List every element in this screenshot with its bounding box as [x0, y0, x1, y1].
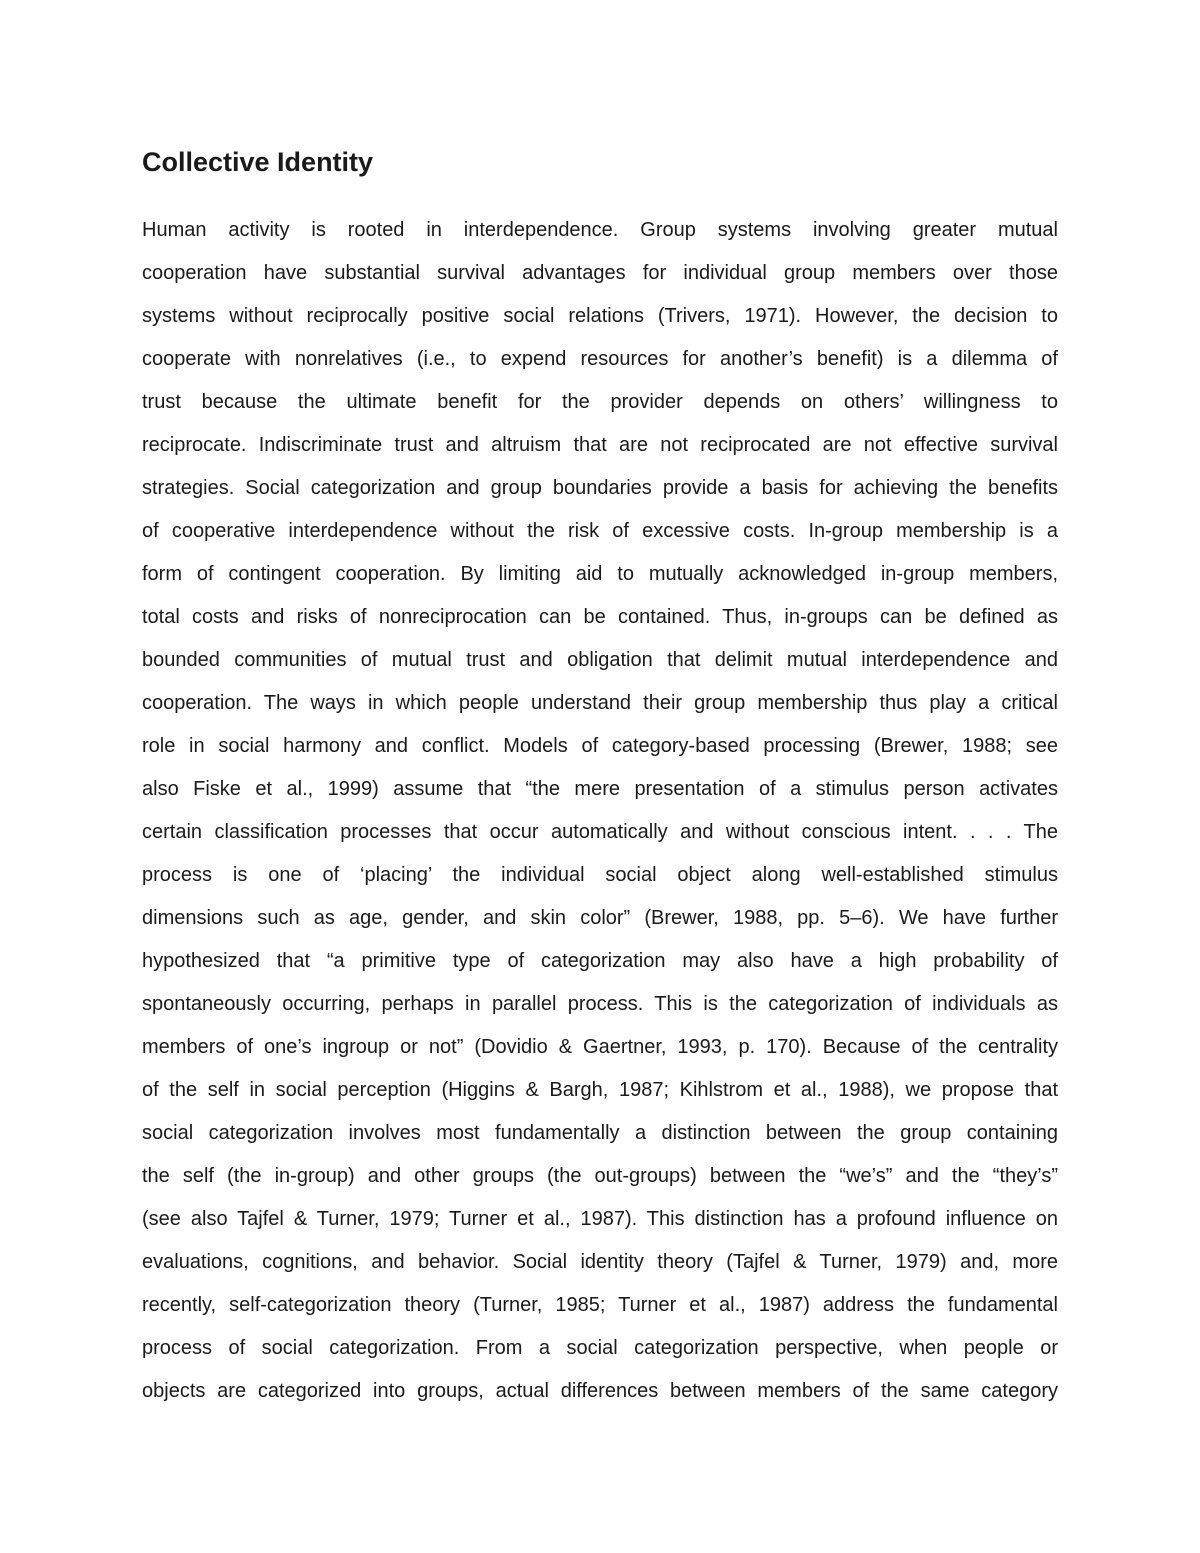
paragraph-line: recently, self-categorization theory (Turner, 1985; Turner et al., 1987) address the fundamental — [142, 1294, 1058, 1316]
paragraph-line: systems without reciprocally positive social relations (Trivers, 1971). However, the decision to — [142, 305, 1058, 327]
paragraph-line: strategies. Social categorization and group boundaries provide a basis for achieving the benefits — [142, 477, 1058, 499]
document-body — [142, 209, 1058, 1413]
paragraph-line: bounded communities of mutual trust and obligation that delimit mutual interdependence and — [142, 649, 1058, 671]
paragraph-line: reciprocate. Indiscriminate trust and altruism that are not reciprocated are not effective survival — [142, 434, 1058, 456]
paragraph-line: cooperation have substantial survival advantages for individual group members over those — [142, 262, 1058, 284]
paragraph-line: the self (the in-group) and other groups (the out-groups) between the “we’s” and the “they’s” — [142, 1165, 1058, 1187]
paragraph-line: form of contingent cooperation. By limiting aid to mutually acknowledged in-group members, — [142, 563, 1058, 585]
paragraph-line: of cooperative interdependence without the risk of excessive costs. In-group membership is a — [142, 520, 1058, 542]
document-title: Collective Identity — [142, 147, 374, 177]
paragraph-line: hypothesized that “a primitive type of categorization may also have a high probability of — [142, 950, 1058, 972]
paragraph-line: cooperation. The ways in which people understand their group membership thus play a critical — [142, 692, 1058, 714]
paragraph-line: process of social categorization. From a social categorization perspective, when people or — [142, 1337, 1058, 1359]
paragraph-line: Human activity is rooted in interdependence. Group systems involving greater mutual — [142, 219, 1058, 241]
paragraph-line: dimensions such as age, gender, and skin color” (Brewer, 1988, pp. 5–6). We have further — [142, 907, 1058, 929]
paragraph-line: also Fiske et al., 1999) assume that “the mere presentation of a stimulus person activates — [142, 778, 1058, 800]
paragraph-line: role in social harmony and conflict. Models of category-based processing (Brewer, 1988; see — [142, 735, 1058, 757]
paragraph-line: spontaneously occurring, perhaps in parallel process. This is the categorization of individuals as — [142, 993, 1058, 1015]
paragraph-line: members of one’s ingroup or not” (Dovidio & Gaertner, 1993, p. 170). Because of the centrality — [142, 1036, 1058, 1058]
paragraph-line: (see also Tajfel & Turner, 1979; Turner et al., 1987). This distinction has a profound influence on — [142, 1208, 1058, 1230]
paragraph-line: trust because the ultimate benefit for the provider depends on others’ willingness to — [142, 391, 1058, 413]
paragraph-line: total costs and risks of nonreciprocation can be contained. Thus, in-groups can be defined as — [142, 606, 1058, 628]
paragraph-line: cooperate with nonrelatives (i.e., to expend resources for another’s benefit) is a dilemma of — [142, 348, 1058, 370]
paragraph-line: social categorization involves most fundamentally a distinction between the group containing — [142, 1122, 1058, 1144]
paragraph-line: process is one of ‘placing’ the individual social object along well-established stimulus — [142, 864, 1058, 886]
paragraph-line: evaluations, cognitions, and behavior. Social identity theory (Tajfel & Turner, 1979) and, more — [142, 1251, 1058, 1273]
paragraph-line: objects are categorized into groups, actual differences between members of the same category — [142, 1380, 1058, 1402]
paragraph-line: certain classification processes that occur automatically and without conscious intent. . . . The — [142, 821, 1058, 843]
paragraph-line: of the self in social perception (Higgins & Bargh, 1987; Kihlstrom et al., 1988), we propose that — [142, 1079, 1058, 1101]
